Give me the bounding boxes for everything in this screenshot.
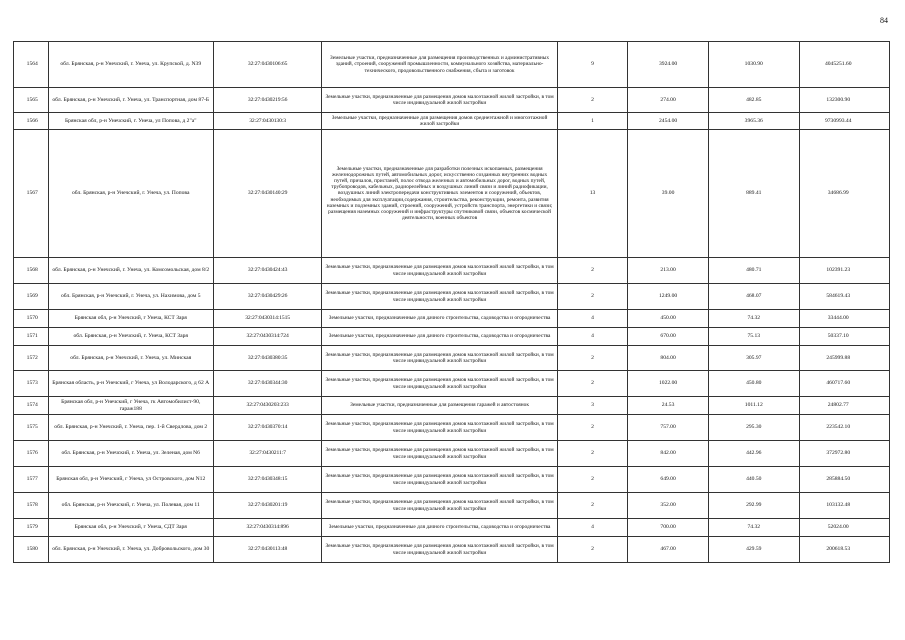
cadastral-number-cell: 32:27:0430113:48 [213,537,321,563]
area-cell: 1249.00 [628,284,709,310]
specific-value-cell: 292.99 [709,493,799,519]
group-cell: 2 [557,467,627,493]
specific-value-cell: 1011.12 [709,397,799,415]
table-row [14,441,890,467]
land-use-cell: Земельные участки, предназначенные для размещения домов малоэтажной жилой застройки, в том числе индивидуальной жилой застройки [322,371,558,397]
address-cell: обл. Брянская, р-н Унечский, г. Унеча, ул. Добровольского, дом 30 [48,537,213,563]
specific-value-cell: 295.30 [709,415,799,441]
cadastral-number-cell: 32:27:0430370:14 [213,415,321,441]
cadastral-number-cell: 32:27:0430348:15 [213,467,321,493]
land-use-cell: Земельные участки, предназначенные для размещения домов малоэтажной жилой застройки, в том числе индивидуальной жилой застройки [322,415,558,441]
table-row [14,397,890,415]
land-use-cell: Земельные участки, предназначенные для размещения домов малоэтажной жилой застройки, в том числе индивидуальной жилой застройки [322,88,558,113]
table-row [14,88,890,113]
specific-value-cell: 3965.36 [709,113,799,130]
table-row [14,371,890,397]
land-use-cell: Земельные участки, предназначенные для дачного строительства, садоводства и огородничества [322,328,558,346]
land-use-cell: Земельные участки, предназначенные для размещения гаражей и автостоянок [322,397,558,415]
specific-value-cell: 442.96 [709,441,799,467]
group-cell: 1 [557,113,627,130]
address-cell: Брянская обл, р-н Унечский, г Унеча, КСТ Заря [48,310,213,328]
address-cell: обл. Брянская, р-н Унечский, г. Унеча, ул. Нахимова, дом 5 [48,284,213,310]
cadastral-value-cell: 200618.53 [799,537,890,563]
cadastral-value-cell: 24802.77 [799,397,890,415]
land-use-cell: Земельные участки, предназначенные для размещения домов малоэтажной жилой застройки, в том числе индивидуальной жилой застройки [322,284,558,310]
area-cell: 804.00 [628,346,709,371]
row-number: 1575 [14,415,49,441]
group-cell: 3 [557,397,627,415]
table-row [14,284,890,310]
land-use-cell: Земельные участки, предназначенные для размещения домов малоэтажной жилой застройки, в том числе индивидуальной жилой застройки [322,258,558,284]
cadastral-value-cell: 33444.00 [799,310,890,328]
table-row [14,258,890,284]
land-use-cell: Земельные участки, предназначенные для размещения домов малоэтажной жилой застройки, в том числе индивидуальной жилой застройки [322,441,558,467]
row-number: 1577 [14,467,49,493]
specific-value-cell: 440.50 [709,467,799,493]
table-row [14,130,890,258]
table-body [14,42,890,563]
area-cell: 670.00 [628,328,709,346]
cadastral-value-cell: 50337.10 [799,328,890,346]
area-cell: 450.00 [628,310,709,328]
address-cell: Брянская обл, р-н Унечский, г Унеча, гк Автомобилист-90, гараж188 [48,397,213,415]
cadastral-number-cell: 32:27:0430130:3 [213,113,321,130]
table-row [14,467,890,493]
group-cell: 2 [557,537,627,563]
address-cell: обл. Брянская, р-н Унечский, г. Унеча, ул. Зеленая, дом N6 [48,441,213,467]
group-cell: 2 [557,441,627,467]
group-cell: 2 [557,258,627,284]
address-cell: Брянская обл, р-н Унечский, г Унеча, ул Островского, дом N12 [48,467,213,493]
cadastral-number-cell: 32:27:0430201:19 [213,493,321,519]
cadastral-number-cell: 32:27:0430106:65 [213,42,321,88]
address-cell: обл. Брянская, р-н Унечский, г. Унеча, ул. Комсомольская, дом 8/2 [48,258,213,284]
area-cell: 700.00 [628,519,709,537]
address-cell: обл. Брянская, р-н Унечский, г. Унеча, КСТ Заря [48,328,213,346]
table-row [14,415,890,441]
page-number: 84 [880,16,888,25]
land-use-cell: Земельные участки, предназначенные для размещения домов среднеэтажной и многоэтажной жилой застройки [322,113,558,130]
address-cell: Брянская обл, р-н Унечский, г. Унеча, ул Попова, д 2"а" [48,113,213,130]
table-row [14,113,890,130]
row-number: 1566 [14,113,49,130]
row-number: 1578 [14,493,49,519]
area-cell: 2454.00 [628,113,709,130]
land-use-cell: Земельные участки, предназначенные для размещения домов малоэтажной жилой застройки, в том числе индивидуальной жилой застройки [322,493,558,519]
address-cell: обл. Брянская, р-н Унечский, г. Унеча, ул. Полевая, дом 11 [48,493,213,519]
land-use-cell: Земельные участки, предназначенные для дачного строительства, садоводства и огородничества [322,310,558,328]
land-use-cell: Земельные участки, предназначенные для размещения производственных и административных зданий, строений, сооружений промышленности, коммунального хозяйства, материально-технического, продовольственного снабжения, сбыта и заготовок [322,42,558,88]
cadastral-number-cell: 32:27:0430344:30 [213,371,321,397]
cadastral-number-cell: 32:27:0430314:896 [213,519,321,537]
table-row [14,346,890,371]
table-row [14,42,890,88]
row-number: 1565 [14,88,49,113]
row-number: 1568 [14,258,49,284]
group-cell: 2 [557,284,627,310]
area-cell: 3924.00 [628,42,709,88]
row-number: 1579 [14,519,49,537]
specific-value-cell: 480.71 [709,258,799,284]
group-cell: 9 [557,42,627,88]
row-number: 1576 [14,441,49,467]
area-cell: 274.00 [628,88,709,113]
cadastral-value-cell: 372972.80 [799,441,890,467]
specific-value-cell: 74.32 [709,310,799,328]
cadastral-number-cell: 32:27:0430314:1515 [213,310,321,328]
area-cell: 467.00 [628,537,709,563]
cadastral-number-cell: 32:27:0430314:724 [213,328,321,346]
land-use-cell: Земельные участки, предназначенные для размещения домов малоэтажной жилой застройки, в том числе индивидуальной жилой застройки [322,346,558,371]
cadastral-number-cell: 32:27:0430203:233 [213,397,321,415]
address-cell: обл. Брянская, р-н Унечский, г. Унеча, ул. Крупской, д. N39 [48,42,213,88]
area-cell: 352.00 [628,493,709,519]
area-cell: 39.00 [628,130,709,258]
specific-value-cell: 75.13 [709,328,799,346]
address-cell: Брянская обл, р-н Унечский, г Унеча, СДТ Заря [48,519,213,537]
cadastral-value-cell: 460717.60 [799,371,890,397]
area-cell: 757.00 [628,415,709,441]
row-number: 1570 [14,310,49,328]
address-cell: обл. Брянская, р-н Унечский, г. Унеча, пер. 1-й Свердлова, дом 2 [48,415,213,441]
cadastral-value-cell: 132300.90 [799,88,890,113]
land-use-cell: Земельные участки, предназначенные для разработки полезных ископаемых, размещения железнодорожных путей, автомобильных дорог, искусственно созданных внутренних водных путей, причалов, пристаней, полос отвода железных и автомобильных дорог, водных путей, трубопроводов, кабельных, радиорелейных и воздушных линий связи и линий радиофикации, воздушных линий электропередачи конструктивных элементов и сооружений, объектов, необходимых для эксплуатации,содержания, строительства, реконструкции, ремонта, развития наземных и подземных зданий, строений, сооружений, устройств транспорта, энергетики и связи; размещения наземных сооружений и инфраструктуры спутниковой связи, объектов космической деятельности, военных объектов [322,130,558,258]
row-number: 1564 [14,42,49,88]
cadastral-value-cell: 245999.88 [799,346,890,371]
address-cell: обл. Брянская, р-н Унечский, г. Унеча, ул. Транспортная, дом 87-Б [48,88,213,113]
address-cell: обл. Брянская, р-н Унечский, г. Унеча, ул. Попова [48,130,213,258]
land-use-cell: Земельные участки, предназначенные для дачного строительства, садоводства и огородничества [322,519,558,537]
address-cell: Брянская область, р-н Унечский, г Унеча, ул Володарского, д 62 А [48,371,213,397]
group-cell: 4 [557,519,627,537]
address-cell: обл. Брянская, р-н Унечский, г. Унеча, ул. Минская [48,346,213,371]
land-use-cell: Земельные участки, предназначенные для размещения домов малоэтажной жилой застройки, в том числе индивидуальной жилой застройки [322,467,558,493]
table-row [14,493,890,519]
group-cell: 2 [557,88,627,113]
cadastral-value-cell: 103132.48 [799,493,890,519]
area-cell: 1022.00 [628,371,709,397]
specific-value-cell: 305.97 [709,346,799,371]
row-number: 1574 [14,397,49,415]
cadastral-number-cell: 32:27:0430140:29 [213,130,321,258]
table-row [14,328,890,346]
row-number: 1573 [14,371,49,397]
specific-value-cell: 450.80 [709,371,799,397]
row-number: 1571 [14,328,49,346]
row-number: 1572 [14,346,49,371]
area-cell: 24.53 [628,397,709,415]
specific-value-cell: 429.59 [709,537,799,563]
cadastral-value-cell: 223542.10 [799,415,890,441]
land-use-cell: Земельные участки, предназначенные для размещения домов малоэтажной жилой застройки, в том числе индивидуальной жилой застройки [322,537,558,563]
row-number: 1567 [14,130,49,258]
cadastral-number-cell: 32:27:0430219:56 [213,88,321,113]
area-cell: 842.00 [628,441,709,467]
cadastral-value-cell: 9730993.44 [799,113,890,130]
group-cell: 2 [557,371,627,397]
cadastral-value-cell: 34686.99 [799,130,890,258]
area-cell: 213.00 [628,258,709,284]
row-number: 1569 [14,284,49,310]
specific-value-cell: 482.85 [709,88,799,113]
cadastral-value-cell: 102391.23 [799,258,890,284]
cadastral-value-cell: 285884.50 [799,467,890,493]
cadastral-value-cell: 4045251.60 [799,42,890,88]
table-row [14,310,890,328]
cadastral-value-table [13,41,890,563]
cadastral-number-cell: 32:27:0430380:35 [213,346,321,371]
cadastral-number-cell: 32:27:0430211:7 [213,441,321,467]
area-cell: 649.00 [628,467,709,493]
group-cell: 2 [557,346,627,371]
group-cell: 2 [557,415,627,441]
table-row [14,537,890,563]
cadastral-number-cell: 32:27:0430429:26 [213,284,321,310]
specific-value-cell: 889.41 [709,130,799,258]
specific-value-cell: 1030.90 [709,42,799,88]
group-cell: 13 [557,130,627,258]
table-row [14,519,890,537]
specific-value-cell: 468.07 [709,284,799,310]
group-cell: 4 [557,328,627,346]
specific-value-cell: 74.32 [709,519,799,537]
cadastral-value-cell: 584619.43 [799,284,890,310]
group-cell: 2 [557,493,627,519]
cadastral-value-cell: 52024.00 [799,519,890,537]
group-cell: 4 [557,310,627,328]
row-number: 1580 [14,537,49,563]
cadastral-number-cell: 32:27:0430424:43 [213,258,321,284]
